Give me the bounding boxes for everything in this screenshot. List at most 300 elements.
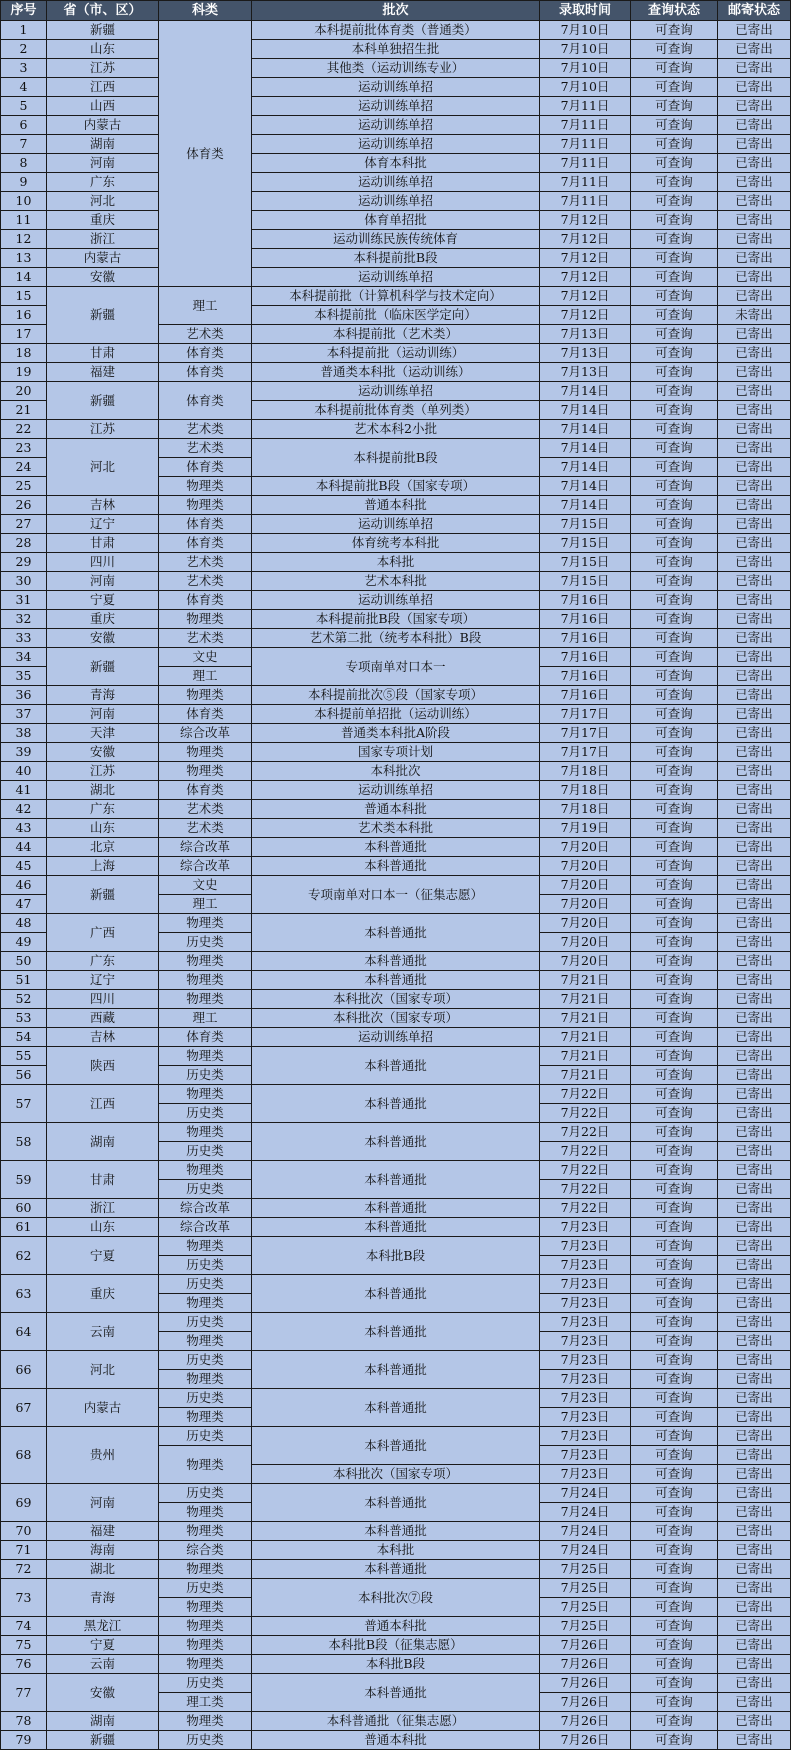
batch-cell: 运动训练单招: [252, 1028, 540, 1047]
mail-status-cell: 已寄出: [718, 1066, 791, 1085]
table-row: [1, 553, 791, 572]
query-status-cell: 可查询: [631, 78, 718, 97]
mail-status-cell: 已寄出: [718, 1313, 791, 1332]
admission-time-cell: 7月16日: [540, 629, 631, 648]
seq-cell: 67: [1, 1389, 47, 1427]
subject-cell: 文史: [159, 648, 252, 667]
mail-status-cell: 已寄出: [718, 1028, 791, 1047]
query-status-cell: 可查询: [631, 1028, 718, 1047]
mail-status-cell: 已寄出: [718, 914, 791, 933]
province-cell: 甘肃: [47, 534, 159, 553]
batch-cell: 艺术第二批（统考本科批）B段: [252, 629, 540, 648]
batch-cell: 艺术本科2小批: [252, 420, 540, 439]
seq-cell: 15: [1, 287, 47, 306]
admission-time-cell: 7月14日: [540, 401, 631, 420]
province-cell: 四川: [47, 990, 159, 1009]
admission-time-cell: 7月12日: [540, 211, 631, 230]
subject-cell: 物理类: [159, 1294, 252, 1313]
subject-cell: 物理类: [159, 1655, 252, 1674]
province-cell: 河南: [47, 1484, 159, 1522]
admission-time-cell: 7月23日: [540, 1256, 631, 1275]
province-cell: 山东: [47, 819, 159, 838]
seq-cell: 13: [1, 249, 47, 268]
province-cell: 湖南: [47, 1123, 159, 1161]
subject-cell: 艺术类: [159, 572, 252, 591]
query-status-cell: 可查询: [631, 1066, 718, 1085]
batch-cell: 本科普通批: [252, 914, 540, 952]
batch-cell: 本科普通批: [252, 1161, 540, 1199]
seq-cell: 74: [1, 1617, 47, 1636]
province-cell: 广东: [47, 173, 159, 192]
query-status-cell: 可查询: [631, 591, 718, 610]
province-cell: 山西: [47, 97, 159, 116]
query-status-cell: 可查询: [631, 477, 718, 496]
batch-cell: 运动训练单招: [252, 135, 540, 154]
mail-status-cell: 已寄出: [718, 173, 791, 192]
batch-cell: 本科普通批: [252, 1218, 540, 1237]
subject-cell: 物理类: [159, 1522, 252, 1541]
mail-status-cell: 已寄出: [718, 667, 791, 686]
subject-cell: 物理类: [159, 743, 252, 762]
seq-cell: 31: [1, 591, 47, 610]
province-cell: 宁夏: [47, 1237, 159, 1275]
mail-status-cell: 已寄出: [718, 1598, 791, 1617]
query-status-cell: 可查询: [631, 762, 718, 781]
subject-cell: 历史类: [159, 1142, 252, 1161]
admission-time-cell: 7月11日: [540, 192, 631, 211]
seq-cell: 25: [1, 477, 47, 496]
seq-cell: 30: [1, 572, 47, 591]
table-row: [1, 211, 791, 230]
admission-time-cell: 7月18日: [540, 762, 631, 781]
table-row: [1, 1085, 791, 1104]
admission-time-cell: 7月23日: [540, 1332, 631, 1351]
mail-status-cell: 已寄出: [718, 1541, 791, 1560]
mail-status-cell: 已寄出: [718, 1655, 791, 1674]
subject-cell: 物理类: [159, 762, 252, 781]
table-row: [1, 363, 791, 382]
query-status-cell: 可查询: [631, 534, 718, 553]
batch-cell: 本科普通批: [252, 971, 540, 990]
admission-time-cell: 7月10日: [540, 40, 631, 59]
mail-status-cell: 已寄出: [718, 439, 791, 458]
admission-time-cell: 7月15日: [540, 553, 631, 572]
admission-time-cell: 7月22日: [540, 1104, 631, 1123]
batch-cell: 普通本科批: [252, 496, 540, 515]
province-cell: 江苏: [47, 420, 159, 439]
subject-cell: 综合类: [159, 1541, 252, 1560]
table-row: [1, 762, 791, 781]
admission-time-cell: 7月23日: [540, 1237, 631, 1256]
admission-time-cell: 7月21日: [540, 990, 631, 1009]
query-status-cell: 可查询: [631, 40, 718, 59]
admission-time-cell: 7月20日: [540, 914, 631, 933]
subject-cell: 体育类: [159, 363, 252, 382]
query-status-cell: 可查询: [631, 553, 718, 572]
batch-cell: 本科普通批: [252, 1389, 540, 1427]
table-row: [1, 648, 791, 667]
batch-cell: 本科批B段: [252, 1237, 540, 1275]
query-status-cell: 可查询: [631, 724, 718, 743]
province-cell: 吉林: [47, 1028, 159, 1047]
batch-cell: 普通本科批: [252, 800, 540, 819]
subject-cell: 物理类: [159, 496, 252, 515]
seq-cell: 55: [1, 1047, 47, 1066]
batch-cell: 本科普通批: [252, 1522, 540, 1541]
subject-cell: 物理类: [159, 686, 252, 705]
subject-cell: 艺术类: [159, 819, 252, 838]
mail-status-cell: 已寄出: [718, 59, 791, 78]
subject-cell: 艺术类: [159, 800, 252, 819]
query-status-cell: 可查询: [631, 1541, 718, 1560]
admission-time-cell: 7月17日: [540, 724, 631, 743]
mail-status-cell: 已寄出: [718, 382, 791, 401]
mail-status-cell: 已寄出: [718, 135, 791, 154]
admission-time-cell: 7月20日: [540, 895, 631, 914]
seq-cell: 43: [1, 819, 47, 838]
batch-cell: 普通类本科批A阶段: [252, 724, 540, 743]
table-row: [1, 971, 791, 990]
admission-time-cell: 7月23日: [540, 1427, 631, 1446]
batch-cell: 本科批B段: [252, 1655, 540, 1674]
seq-cell: 2: [1, 40, 47, 59]
table-row: [1, 1522, 791, 1541]
subject-cell: 历史类: [159, 1427, 252, 1446]
admission-time-cell: 7月21日: [540, 971, 631, 990]
seq-cell: 23: [1, 439, 47, 458]
seq-cell: 34: [1, 648, 47, 667]
subject-cell: 艺术类: [159, 553, 252, 572]
table-row: [1, 21, 791, 40]
query-status-cell: 可查询: [631, 230, 718, 249]
batch-cell: 本科普通批: [252, 1560, 540, 1579]
query-status-cell: 可查询: [631, 97, 718, 116]
mail-status-cell: 已寄出: [718, 952, 791, 971]
batch-cell: 本科普通批: [252, 1199, 540, 1218]
mail-status-cell: 已寄出: [718, 990, 791, 1009]
seq-cell: 64: [1, 1313, 47, 1351]
table-row: [1, 1427, 791, 1446]
mail-status-cell: 已寄出: [718, 1351, 791, 1370]
query-status-cell: 可查询: [631, 192, 718, 211]
seq-cell: 69: [1, 1484, 47, 1522]
admission-time-cell: 7月21日: [540, 1047, 631, 1066]
query-status-cell: 可查询: [631, 1009, 718, 1028]
admission-time-cell: 7月24日: [540, 1484, 631, 1503]
mail-status-cell: 已寄出: [718, 325, 791, 344]
province-cell: 吉林: [47, 496, 159, 515]
admission-time-cell: 7月14日: [540, 382, 631, 401]
subject-cell: 体育类: [159, 705, 252, 724]
seq-cell: 9: [1, 173, 47, 192]
seq-cell: 29: [1, 553, 47, 572]
batch-cell: 本科普通批: [252, 1275, 540, 1313]
seq-cell: 18: [1, 344, 47, 363]
table-row: [1, 496, 791, 515]
subject-cell: 物理类: [159, 1123, 252, 1142]
query-status-cell: 可查询: [631, 1579, 718, 1598]
query-status-cell: 可查询: [631, 1085, 718, 1104]
mail-status-cell: 已寄出: [718, 1237, 791, 1256]
seq-cell: 51: [1, 971, 47, 990]
query-status-cell: 可查询: [631, 1408, 718, 1427]
province-cell: 河南: [47, 572, 159, 591]
query-status-cell: 可查询: [631, 1389, 718, 1408]
subject-cell: 历史类: [159, 1104, 252, 1123]
subject-cell: 历史类: [159, 1579, 252, 1598]
subject-cell: 综合改革: [159, 724, 252, 743]
admission-time-cell: 7月10日: [540, 21, 631, 40]
province-cell: 河南: [47, 154, 159, 173]
subject-cell: 综合改革: [159, 1199, 252, 1218]
header-query-status: 查询状态: [631, 1, 718, 21]
batch-cell: 本科普通批: [252, 1313, 540, 1351]
admission-time-cell: 7月25日: [540, 1560, 631, 1579]
mail-status-cell: 已寄出: [718, 1674, 791, 1693]
batch-cell: 普通本科批: [252, 1617, 540, 1636]
admission-time-cell: 7月12日: [540, 268, 631, 287]
batch-cell: 其他类（运动训练专业）: [252, 59, 540, 78]
subject-cell: 体育类: [159, 781, 252, 800]
admission-time-cell: 7月12日: [540, 230, 631, 249]
admission-time-cell: 7月14日: [540, 458, 631, 477]
seq-cell: 56: [1, 1066, 47, 1085]
batch-cell: 本科批次: [252, 762, 540, 781]
table-row: [1, 1617, 791, 1636]
mail-status-cell: 已寄出: [718, 610, 791, 629]
province-cell: 福建: [47, 1522, 159, 1541]
subject-cell: 历史类: [159, 1731, 252, 1750]
header-subject: 科类: [159, 1, 252, 21]
query-status-cell: 可查询: [631, 572, 718, 591]
subject-cell: 体育类: [159, 1028, 252, 1047]
table-row: [1, 876, 791, 895]
mail-status-cell: 已寄出: [718, 249, 791, 268]
query-status-cell: 可查询: [631, 1047, 718, 1066]
seq-cell: 58: [1, 1123, 47, 1161]
query-status-cell: 可查询: [631, 1104, 718, 1123]
query-status-cell: 可查询: [631, 952, 718, 971]
admission-time-cell: 7月14日: [540, 420, 631, 439]
subject-cell: 物理类: [159, 1560, 252, 1579]
mail-status-cell: 已寄出: [718, 971, 791, 990]
mail-status-cell: 已寄出: [718, 515, 791, 534]
mail-status-cell: 已寄出: [718, 629, 791, 648]
batch-cell: 本科普通批: [252, 1047, 540, 1085]
mail-status-cell: 已寄出: [718, 344, 791, 363]
query-status-cell: 可查询: [631, 800, 718, 819]
admission-time-cell: 7月23日: [540, 1446, 631, 1465]
seq-cell: 21: [1, 401, 47, 420]
table-row: [1, 1389, 791, 1408]
query-status-cell: 可查询: [631, 819, 718, 838]
province-cell: 西藏: [47, 1009, 159, 1028]
batch-cell: 本科提前批B段（国家专项）: [252, 610, 540, 629]
mail-status-cell: 未寄出: [718, 306, 791, 325]
table-row: [1, 1655, 791, 1674]
table-row: [1, 116, 791, 135]
batch-cell: 运动训练单招: [252, 116, 540, 135]
mail-status-cell: 已寄出: [718, 1085, 791, 1104]
query-status-cell: 可查询: [631, 743, 718, 762]
subject-cell: 理工: [159, 1009, 252, 1028]
batch-cell: 体育统考本科批: [252, 534, 540, 553]
batch-cell: 运动训练单招: [252, 173, 540, 192]
province-cell: 湖南: [47, 1712, 159, 1731]
table-row: [1, 1123, 791, 1142]
seq-cell: 76: [1, 1655, 47, 1674]
query-status-cell: 可查询: [631, 1712, 718, 1731]
batch-cell: 本科提前批（临床医学定向）: [252, 306, 540, 325]
query-status-cell: 可查询: [631, 59, 718, 78]
query-status-cell: 可查询: [631, 1161, 718, 1180]
subject-cell: 理工: [159, 667, 252, 686]
table-row: [1, 135, 791, 154]
province-cell: 安徽: [47, 1674, 159, 1712]
province-cell: 河北: [47, 1351, 159, 1389]
mail-status-cell: 已寄出: [718, 1465, 791, 1484]
province-cell: 陕西: [47, 1047, 159, 1085]
mail-status-cell: 已寄出: [718, 78, 791, 97]
province-cell: 宁夏: [47, 1636, 159, 1655]
table-row: [1, 686, 791, 705]
subject-cell: 物理类: [159, 1161, 252, 1180]
seq-cell: 28: [1, 534, 47, 553]
table-row: [1, 1199, 791, 1218]
query-status-cell: 可查询: [631, 686, 718, 705]
batch-cell: 运动训练单招: [252, 591, 540, 610]
query-status-cell: 可查询: [631, 1313, 718, 1332]
query-status-cell: 可查询: [631, 1218, 718, 1237]
batch-cell: 运动训练单招: [252, 97, 540, 116]
batch-cell: 本科提前批（运动训练）: [252, 344, 540, 363]
seq-cell: 66: [1, 1351, 47, 1389]
mail-status-cell: 已寄出: [718, 363, 791, 382]
subject-cell: 历史类: [159, 1066, 252, 1085]
query-status-cell: 可查询: [631, 1446, 718, 1465]
query-status-cell: 可查询: [631, 458, 718, 477]
query-status-cell: 可查询: [631, 1731, 718, 1750]
mail-status-cell: 已寄出: [718, 1142, 791, 1161]
province-cell: 海南: [47, 1541, 159, 1560]
province-cell: 山东: [47, 40, 159, 59]
table-row: [1, 743, 791, 762]
seq-cell: 38: [1, 724, 47, 743]
province-cell: 宁夏: [47, 591, 159, 610]
mail-status-cell: 已寄出: [718, 97, 791, 116]
province-cell: 辽宁: [47, 515, 159, 534]
admission-time-cell: 7月26日: [540, 1693, 631, 1712]
province-cell: 内蒙古: [47, 116, 159, 135]
batch-cell: 本科批: [252, 553, 540, 572]
query-status-cell: 可查询: [631, 325, 718, 344]
seq-cell: 32: [1, 610, 47, 629]
province-cell: 湖南: [47, 135, 159, 154]
subject-cell: 艺术类: [159, 629, 252, 648]
query-status-cell: 可查询: [631, 1674, 718, 1693]
batch-cell: 运动训练单招: [252, 78, 540, 97]
table-row: [1, 1484, 791, 1503]
query-status-cell: 可查询: [631, 1275, 718, 1294]
query-status-cell: 可查询: [631, 1655, 718, 1674]
batch-cell: 本科单独招生批: [252, 40, 540, 59]
subject-cell: 体育类: [159, 21, 252, 287]
mail-status-cell: 已寄出: [718, 591, 791, 610]
province-cell: 广东: [47, 952, 159, 971]
mail-status-cell: 已寄出: [718, 553, 791, 572]
seq-cell: 1: [1, 21, 47, 40]
query-status-cell: 可查询: [631, 610, 718, 629]
seq-cell: 71: [1, 1541, 47, 1560]
admission-time-cell: 7月16日: [540, 686, 631, 705]
subject-cell: 历史类: [159, 933, 252, 952]
header-batch: 批次: [252, 1, 540, 21]
mail-status-cell: 已寄出: [718, 876, 791, 895]
mail-status-cell: 已寄出: [718, 458, 791, 477]
batch-cell: 本科批: [252, 1541, 540, 1560]
table-row: [1, 572, 791, 591]
subject-cell: 物理类: [159, 1370, 252, 1389]
subject-cell: 历史类: [159, 1389, 252, 1408]
mail-status-cell: 已寄出: [718, 1484, 791, 1503]
admission-time-cell: 7月20日: [540, 933, 631, 952]
query-status-cell: 可查询: [631, 648, 718, 667]
admission-time-cell: 7月17日: [540, 743, 631, 762]
batch-cell: 本科提前单招批（运动训练）: [252, 705, 540, 724]
table-row: [1, 724, 791, 743]
admission-time-cell: 7月10日: [540, 59, 631, 78]
batch-cell: 运动训练单招: [252, 382, 540, 401]
mail-status-cell: 已寄出: [718, 1104, 791, 1123]
subject-cell: 物理类: [159, 1617, 252, 1636]
admission-time-cell: 7月20日: [540, 952, 631, 971]
seq-cell: 77: [1, 1674, 47, 1712]
admission-time-cell: 7月20日: [540, 876, 631, 895]
seq-cell: 6: [1, 116, 47, 135]
table-row: [1, 1731, 791, 1750]
admission-time-cell: 7月22日: [540, 1199, 631, 1218]
seq-cell: 36: [1, 686, 47, 705]
mail-status-cell: 已寄出: [718, 762, 791, 781]
subject-cell: 历史类: [159, 1313, 252, 1332]
mail-status-cell: 已寄出: [718, 1332, 791, 1351]
table-row: [1, 1028, 791, 1047]
seq-cell: 35: [1, 667, 47, 686]
admission-time-cell: 7月24日: [540, 1522, 631, 1541]
subject-cell: 艺术类: [159, 420, 252, 439]
seq-cell: 73: [1, 1579, 47, 1617]
province-cell: 北京: [47, 838, 159, 857]
province-cell: 江西: [47, 78, 159, 97]
seq-cell: 41: [1, 781, 47, 800]
subject-cell: 综合改革: [159, 1218, 252, 1237]
province-cell: 重庆: [47, 610, 159, 629]
query-status-cell: 可查询: [631, 1180, 718, 1199]
admission-time-cell: 7月26日: [540, 1731, 631, 1750]
table-row: [1, 97, 791, 116]
table-row: [1, 40, 791, 59]
query-status-cell: 可查询: [631, 1294, 718, 1313]
query-status-cell: 可查询: [631, 1332, 718, 1351]
table-row: [1, 59, 791, 78]
mail-status-cell: 已寄出: [718, 933, 791, 952]
admission-time-cell: 7月22日: [540, 1085, 631, 1104]
province-cell: 甘肃: [47, 1161, 159, 1199]
batch-cell: 本科提前批（艺术类）: [252, 325, 540, 344]
province-cell: 重庆: [47, 1275, 159, 1313]
admission-time-cell: 7月23日: [540, 1408, 631, 1427]
table-row: [1, 591, 791, 610]
